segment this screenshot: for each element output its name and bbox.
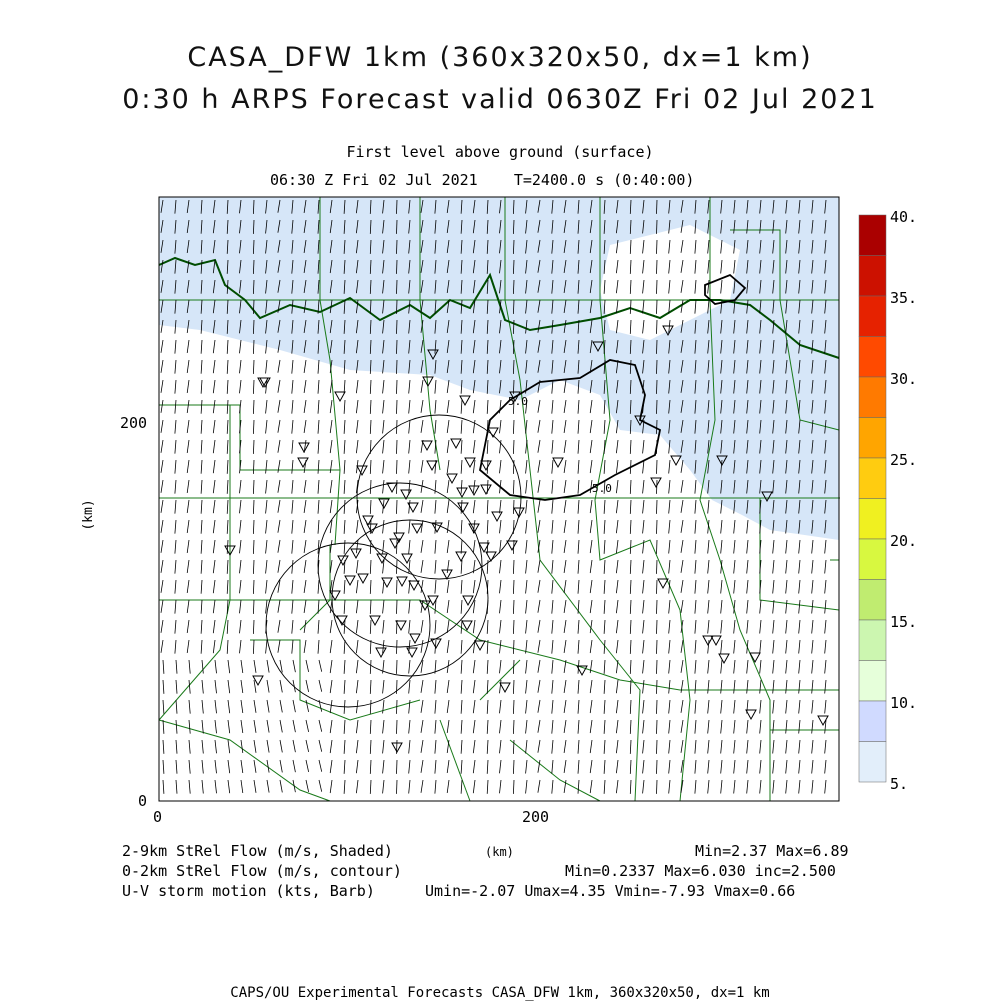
- colorbar-swatch: [859, 458, 886, 499]
- colorbar-label: 20.: [890, 532, 918, 550]
- wind-barb: [657, 460, 658, 474]
- wind-barb: [397, 680, 398, 694]
- colorbar-label: 30.: [890, 370, 918, 388]
- wind-barb: [397, 480, 398, 494]
- colorbar-swatch: [859, 580, 886, 621]
- wind-barb: [657, 600, 658, 614]
- colorbar-label: 5.: [890, 775, 909, 793]
- wind-barb: [657, 740, 658, 754]
- wind-barb: [397, 700, 398, 714]
- wind-barb: [397, 780, 398, 794]
- wind-barb: [657, 200, 658, 214]
- colorbar-swatch: [859, 661, 886, 702]
- footer-barb-label: U-V storm motion (kts, Barb): [122, 882, 375, 900]
- wind-barb: [397, 340, 398, 354]
- colorbar-swatch: [859, 337, 886, 378]
- colorbar-label: 40.: [890, 208, 918, 226]
- wind-barb: [657, 240, 658, 254]
- wind-barb: [397, 580, 398, 594]
- wind-barb: [397, 200, 398, 214]
- wind-barb: [657, 680, 658, 694]
- wind-barb: [397, 760, 398, 774]
- time-subtitle: 06:30 Z Fri 02 Jul 2021 T=2400.0 s (0:40:00): [270, 171, 695, 189]
- wind-barb: [397, 720, 398, 734]
- colorbar-swatch: [859, 377, 886, 418]
- wind-barb: [397, 260, 398, 274]
- level-subtitle: First level above ground (surface): [346, 143, 654, 161]
- wind-barb: [657, 220, 658, 234]
- colorbar-label: 10.: [890, 694, 918, 712]
- wind-barb: [657, 360, 658, 374]
- wind-barb: [397, 520, 398, 534]
- colorbar-swatch: [859, 418, 886, 459]
- wind-barb: [397, 300, 398, 314]
- wind-barb: [397, 660, 398, 674]
- wind-barb: [657, 520, 658, 534]
- wind-barb: [397, 380, 398, 394]
- wind-barb: [657, 700, 658, 714]
- colorbar-label: 25.: [890, 451, 918, 469]
- colorbar-swatch: [859, 296, 886, 337]
- wind-barb: [397, 240, 398, 254]
- wind-barb: [397, 320, 398, 334]
- footer-x-unit: (km): [485, 845, 514, 859]
- wind-barb: [657, 300, 658, 314]
- footer-contour-range: Min=0.2337 Max=6.030 inc=2.500: [565, 862, 836, 880]
- wind-barb: [397, 280, 398, 294]
- wind-barb: [397, 500, 398, 514]
- title-line-2: 0:30 h ARPS Forecast valid 0630Z Fri 02 Jul 2021: [122, 84, 878, 115]
- wind-barb: [657, 620, 658, 634]
- wind-barb: [657, 760, 658, 774]
- y-tick-0: 0: [138, 792, 148, 810]
- y-tick-200: 200: [120, 414, 148, 432]
- contour-label-1: 5.0: [508, 395, 528, 408]
- y-axis-unit: (km): [81, 499, 96, 531]
- wind-barb: [397, 440, 398, 454]
- x-tick-0: 0: [153, 808, 163, 826]
- footer-shaded-range: Min=2.37 Max=6.89: [695, 842, 849, 860]
- wind-barb: [657, 420, 658, 434]
- title-line-1: CASA_DFW 1km (360x320x50, dx=1 km): [187, 42, 813, 73]
- wind-barb: [657, 260, 658, 274]
- colorbar-swatch: [859, 620, 886, 661]
- wind-barb: [657, 560, 658, 574]
- wind-barb: [657, 640, 658, 654]
- wind-barb: [657, 340, 658, 354]
- colorbar-swatch: [859, 701, 886, 742]
- colorbar-swatch: [859, 742, 886, 783]
- wind-barb: [657, 320, 658, 334]
- footer-shaded-label: 2-9km StRel Flow (m/s, Shaded): [122, 842, 393, 860]
- footer-barb-range: Umin=-2.07 Umax=4.35 Vmin=-7.93 Vmax=0.66: [425, 882, 796, 900]
- wind-barb: [657, 660, 658, 674]
- wind-barb: [657, 280, 658, 294]
- wind-barb: [397, 600, 398, 614]
- wind-barb: [657, 720, 658, 734]
- contour-label-2: 5.0: [592, 482, 612, 495]
- wind-barb: [397, 460, 398, 474]
- wind-barb: [397, 400, 398, 414]
- colorbar-swatch: [859, 539, 886, 580]
- colorbar-label: 35.: [890, 289, 918, 307]
- wind-barb: [397, 540, 398, 554]
- colorbar-swatch: [859, 215, 886, 256]
- colorbar: [859, 208, 917, 793]
- x-tick-200: 200: [522, 808, 550, 826]
- colorbar-label: 15.: [890, 613, 918, 631]
- wind-barb: [657, 580, 658, 594]
- footer-contour-label: 0-2km StRel Flow (m/s, contour): [122, 862, 402, 880]
- wind-barb: [657, 500, 658, 514]
- wind-barb: [397, 360, 398, 374]
- wind-barb: [397, 220, 398, 234]
- wind-barb: [657, 400, 658, 414]
- bottom-credit: CAPS/OU Experimental Forecasts CASA_DFW 1km, 360x320x50, dx=1 km: [230, 985, 770, 1001]
- wind-barb: [657, 380, 658, 394]
- wind-barb: [657, 780, 658, 794]
- colorbar-swatch: [859, 499, 886, 540]
- wind-barb: [657, 540, 658, 554]
- colorbar-swatch: [859, 256, 886, 297]
